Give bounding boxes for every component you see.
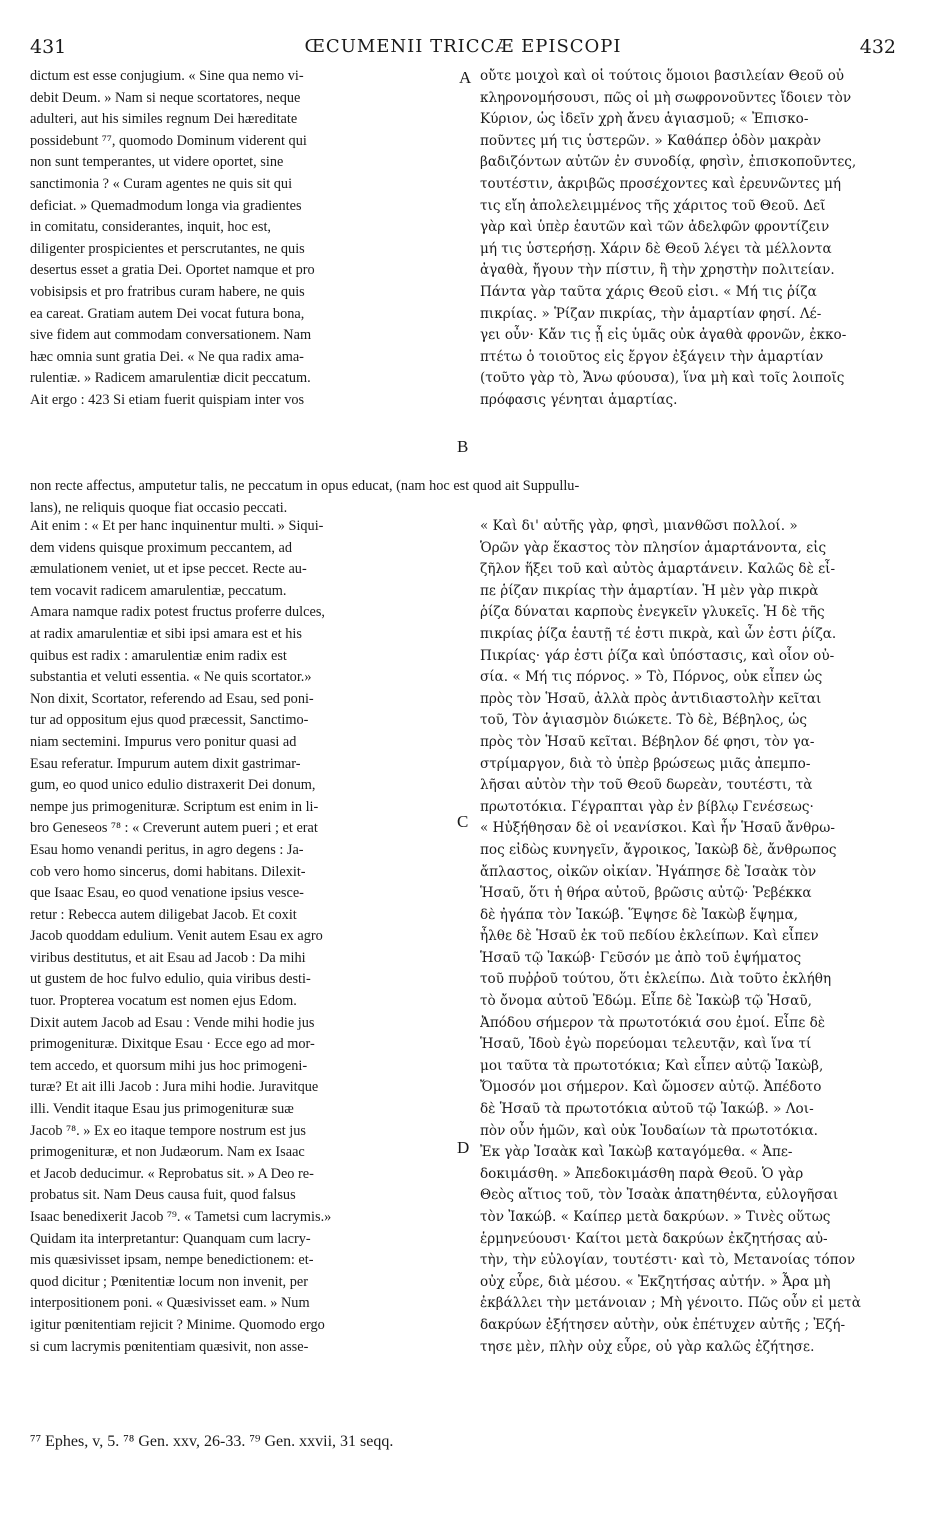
- text-line: Esau homo venandi peritus, in agro degens : Ja-: [30, 841, 304, 858]
- text-line: at radix amarulentiæ et sibi ipsi amara est et his: [30, 625, 302, 642]
- text-line: gum, eo quod unico edulio distraxerit Dei donum,: [30, 777, 316, 794]
- text-line: rulentiæ. » Radicem amarulentiæ dicit peccatum.: [30, 370, 311, 387]
- text-line: τοῦ πυῤῥοῦ τούτου, ὅτι ἐκλείπω. Διὰ τοῦτο ἐκλήθη: [480, 971, 832, 988]
- text-line: tem accedo, et quorsum mihi jus hoc primogeni-: [30, 1057, 308, 1074]
- text-line: substantia et veluti essentia. « Ne quis scortator.»: [30, 669, 312, 686]
- text-line: πρόφασις γένηται ἁμαρτίας.: [480, 391, 678, 408]
- text-line: « Καὶ δι' αὐτῆς γὰρ, φησὶ, μιανθῶσι πολλοί. »: [480, 518, 798, 534]
- text-line: vobisipsis et pro fratribus curam habere, ne quis: [30, 283, 305, 300]
- text-line: Ὄμοσόν μοι σήμερον. Καὶ ὤμοσεν αὐτῷ. Ἀπέδοτο: [480, 1079, 822, 1096]
- text-line: dem videns quisque proximum peccantem, ad: [30, 539, 293, 556]
- full-width-lines: [30, 476, 896, 519]
- running-title: ŒCUMENII TRICCÆ EPISCOPI: [304, 36, 622, 57]
- text-line: Jacob ⁷⁸. » Ex eo itaque tempore nostrum est jus: [30, 1122, 306, 1139]
- footnotes: ⁷⁷ Ephes, v, 5. ⁷⁸ Gen. xxv, 26-33. ⁷⁹ Gen. xxvii, 31 seqq.: [30, 1433, 394, 1450]
- text-line: τοῦ, Τὸν ἁγιασμὸν διώκετε. Τὸ δὲ, Βέβηλος, ὡς: [480, 712, 807, 729]
- text-line: πτέτω ὁ τοιοῦτος εἰς ἔργον ἐξάγειν τὴν ἁμαρτίαν: [480, 348, 824, 365]
- text-line: Ἐκ γὰρ Ἰσαὰκ καὶ Ἰακὼβ καταγόμεθα. « Ἀπε-: [480, 1144, 793, 1161]
- text-line: primogenituræ. Dixitque Esau · Ecce ego ad mor-: [30, 1036, 315, 1053]
- text-line: deficiat. » Quemadmodum longa via gradientes: [30, 197, 302, 214]
- text-line: πὸν οὖν ἡμῶν, καὶ οὐκ Ἰουδαίων τὰ πρωτοτόκια.: [480, 1122, 818, 1139]
- text-line: lans), ne reliquis quoque fiat occasio peccati.: [30, 499, 288, 516]
- text-line: τησε μὲν, πλὴν οὐχ εὗρε, οὐ γὰρ καλῶς ἐζήτησε.: [480, 1338, 815, 1355]
- text-line: δοκιμάσθη. » Ἀπεδοκιμάσθη παρὰ Θεοῦ. Ὁ γὰρ: [480, 1165, 804, 1182]
- text-line: Esau referatur. Impurum autem dixit gastrimar-: [30, 755, 301, 772]
- text-line: sanctimonia ? « Curam agentes ne quis sit qui: [30, 175, 293, 192]
- text-line: bro Geneseos ⁷⁸ : « Creverunt autem pueri ; et erat: [30, 820, 318, 837]
- text-line: viribus destitutus, et ait Esau ad Jacob : Da mihi: [30, 949, 306, 966]
- text-line: tuor. Propterea vocatum est nomen ejus Edom.: [30, 993, 297, 1010]
- text-line: πρὸς τὸν Ἡσαῦ, ἀλλὰ πρὸς ἀντιδιαστολὴν κεῖται: [480, 690, 822, 707]
- text-line: cob vero homo sincerus, domi habitans. Dilexit-: [30, 863, 306, 880]
- text-line: ea careat. Gratiam autem Dei vocat futura bona,: [30, 305, 305, 322]
- margin-marker-b: B: [457, 437, 469, 456]
- text-line: πικρίας ῥίζα ἑαυτῇ τέ ἐστι πικρὰ, καὶ ὧν ἐστι ῥίζα.: [480, 625, 837, 642]
- text-line: Jacob quoddam edulium. Venit autem Esau ex agro: [30, 928, 323, 945]
- text-line: ἄπλαστος, οἰκῶν οἰκίαν. Ἠγάπησε δὲ Ἰσαὰκ τὸν: [480, 863, 817, 880]
- text-line: illi. Vendit itaque Esau jus primogenituræ suæ: [30, 1101, 294, 1118]
- text-line: πρὸς τὸν Ἡσαῦ κεῖται. Βέβηλον δέ φησι, τὸν γα-: [480, 733, 815, 750]
- text-line: μοι ταῦτα τὰ πρωτοτόκια; Καὶ εἶπεν αὐτῷ Ἰακὼβ,: [480, 1057, 824, 1074]
- text-line: tem vocavit radicem amarulentiæ, peccatum.: [30, 582, 287, 599]
- text-line: Ait enim : « Et per hanc inquinentur multi. » Siqui-: [30, 518, 324, 534]
- text-line: σία. « Μή τις πόρνος. » Τὸ, Πόρνος, οὐκ εἶπεν ὡς: [480, 669, 823, 686]
- text-line: μή τις ὑστερήσῃ. Χάριν δὲ Θεοῦ λέγει τὰ μέλλοντα: [480, 240, 832, 257]
- text-line: niam sectemini. Impurus vero ponitur quasi ad: [30, 733, 297, 750]
- text-line: Non dixit, Scortator, referendo ad Esau, sed poni-: [30, 690, 314, 707]
- greek-column-bottom: [480, 516, 896, 1358]
- text-line: κληρονομήσουσι, πῶς οἱ μὴ σωφρονοῦντες ἴδοιεν τὸν: [480, 89, 852, 106]
- text-line: turæ? Et ait illi Jacob : Jura mihi hodie. Juravitque: [30, 1079, 319, 1096]
- text-line: tur ad oppositum ejus quod præcessit, Sanctimo-: [30, 712, 309, 729]
- text-line: Κύριον, ὡς ἰδεῖν χρὴ ἄνευ ἁγιασμοῦ; « Ἐπισκο-: [480, 111, 809, 128]
- text-line: ζῆλον ἥξει τοῦ καὶ αὐτὸς ἁμαρτάνειν. Καλῶς δὲ εἶ-: [480, 561, 836, 578]
- text-line: quibus est radix : amarulentiæ enim radix est: [30, 647, 287, 664]
- text-line: que Isaac Esau, eo quod venatione ipsius vesce-: [30, 885, 304, 902]
- text-line: τὸ ὄνομα αὐτοῦ Ἐδώμ. Εἶπε δὲ Ἰακὼβ τῷ Ἡσαῦ,: [480, 993, 812, 1010]
- text-line: ἐκβάλλει τὴν μετάνοιαν ; Μὴ γένοιτο. Πῶς οὖν εἰ μετὰ: [480, 1295, 861, 1312]
- text-line: ποῦντες μή τις ὑστερῶν. » Καθάπερ ὁδὸν μακρὰν: [480, 132, 822, 149]
- text-line: Quidam ita interpretantur: Quanquam cum lacry-: [30, 1230, 311, 1247]
- text-line: sive fidem aut commodam conversationem. Nam: [30, 327, 312, 344]
- page-number-right: 432: [859, 36, 896, 58]
- text-line: retur : Rebecca autem diligebat Jacob. Et coxit: [30, 906, 297, 923]
- text-line: δὲ ἠγάπα τὸν Ἰακώβ. Ἕψησε δὲ Ἰακὼβ ἕψημα,: [480, 906, 799, 923]
- text-line: nempe jus primogenituræ. Scriptum est enim in li-: [30, 798, 319, 815]
- text-line: hæc omnia sunt gratia Dei. « Ne qua radix ama-: [30, 348, 304, 365]
- text-line: πρωτοτόκια. Γέγραπται γὰρ ἐν βίβλῳ Γενέσεως·: [480, 798, 814, 815]
- text-line: si cum lacrymis pœnitentiam quæsivit, non asse-: [30, 1338, 309, 1355]
- text-line: Ἀπόδου σήμερον τὰ πρωτοτόκιά σου ἐμοί. Εἶπε δὲ: [480, 1014, 826, 1031]
- text-line: desertus esset a gratia Dei. Oportet namque et pro: [30, 262, 315, 279]
- text-line: in comitatu, considerantes, inquit, hoc est,: [30, 219, 272, 236]
- text-line: primogenituræ, et non Judæorum. Nam ex Isaac: [30, 1144, 305, 1161]
- text-line: Ὁρῶν γὰρ ἕκαστος τὸν πλησίον ἁμαρτάνοντα, εἰς: [480, 539, 827, 556]
- text-line: adulteri, aut his similes regnum Dei hæreditate: [30, 111, 298, 128]
- page-number-left: 431: [30, 36, 67, 58]
- text-line: Dixit autem Jacob ad Esau : Vende mihi hodie jus: [30, 1014, 315, 1031]
- text-line: οὐχ εὗρε, διὰ μέσου. « Ἐκζητήσας αὐτήν. » Ἆρα μὴ: [480, 1273, 831, 1290]
- text-line: δὲ Ἡσαῦ τὰ πρωτοτόκια αὐτοῦ τῷ Ἰακώβ. » Λοι-: [480, 1101, 814, 1118]
- text-line: diligenter prospicientes et perscrutantes, ne quis: [30, 240, 305, 257]
- text-line: et Jacob deducimur. « Reprobatus sit. » A Deo re-: [30, 1165, 314, 1182]
- text-line: interpositionem poni. « Quæsivisset eam. » Num: [30, 1295, 310, 1312]
- text-line: Θεὸς αἴτιος τοῦ, τὸν Ἰσαὰκ ἀπατηθέντα, εὐλογῆσαι: [480, 1187, 839, 1204]
- text-line: igitur pœnitentiam rejicit ? Minime. Quomodo ergo: [30, 1316, 325, 1333]
- running-header: [30, 36, 896, 66]
- text-line: non recte affectus, amputetur talis, ne peccatum in opus educat, (nam hoc est quod ait Suppullu-: [30, 478, 580, 494]
- text-line: « Ηὐξήθησαν δὲ οἱ νεανίσκοι. Καὶ ἦν Ἡσαῦ ἄνθρω-: [480, 820, 835, 837]
- text-line: ἀγαθὰ, ἤγουν τὴν πίστιν, ἢ τὴν χρηστὴν πολιτείαν.: [480, 262, 835, 279]
- latin-column-top: [30, 66, 450, 412]
- greek-column-top: [480, 66, 896, 412]
- text-line: ῥίζα δύναται καρποὺς ἐνεγκεῖν γλυκεῖς. Ἡ δὲ τῆς: [480, 604, 825, 621]
- text-line: τὸν Ἰακώβ. « Καίπερ μετὰ δακρύων. » Τινὲς οὕτως: [480, 1209, 831, 1225]
- text-line: debit Deum. » Nam si neque scortatores, neque: [30, 89, 301, 106]
- text-line: Πικρίας· γάρ ἐστι ῥίζα καὶ ὑπόστασις, καὶ οἷον οὐ-: [480, 647, 835, 664]
- text-line: ἦλθε δὲ Ἡσαῦ ἐκ τοῦ πεδίου ἐκλείπων. Καὶ εἶπεν: [480, 928, 819, 945]
- latin-column-bottom: [30, 516, 450, 1358]
- text-line: τουτέστιν, ἀκριβῶς προσέχοντες καὶ ἐρευνῶντες μή: [480, 175, 842, 192]
- text-line: βαδιζόντων αὐτῶν ἐν συνοδίᾳ, φησὶν, ἐπισκοποῦντες,: [480, 154, 857, 171]
- text-line: possidebunt ⁷⁷, quomodo Dominum viderent qui: [30, 132, 307, 149]
- margin-marker-a: A: [459, 68, 472, 87]
- text-line: probatus sit. Nam Deus causa fuit, quod falsus: [30, 1187, 296, 1204]
- text-line: mis quæsivisset ipsam, nempe benedictionem: et-: [30, 1252, 314, 1269]
- text-line: quod dicitur ; Pœnitentiæ locum non invenit, per: [30, 1273, 308, 1290]
- text-line: πος εἰδὼς κυνηγεῖν, ἄγροικος, Ἰακὼβ δὲ, ἄνθρωπος: [480, 841, 837, 858]
- text-line: Πάντα γὰρ ταῦτα χάρις Θεοῦ εἰσι. « Μή τις ῥίζα: [480, 283, 817, 300]
- text-line: æmulationem veniet, ut et ipse peccet. Recte au-: [30, 561, 307, 578]
- text-line: τὴν, τὴν εὐλογίαν, τουτέστι· καὶ τὸ, Μετανοίας τόπον: [480, 1252, 856, 1269]
- text-line: λῆσαι αὐτὸν τὴν τοῦ Θεοῦ δωρεὰν, τουτέστι, τὰ: [480, 777, 813, 794]
- text-line: Ἡσαῦ, ὅτι ἡ θήρα αὐτοῦ, βρῶσις αὐτῷ· Ῥεβέκκα: [480, 885, 812, 902]
- text-line: γει οὖν· Κἄν τις ᾖ εἰς ὑμᾶς οὐκ ἀγαθὰ φρονῶν, ἐκκο-: [480, 327, 847, 344]
- text-line: πε ῥίζαν πικρίας τὴν ἁμαρτίαν. Ἡ μὲν γὰρ πικρὰ: [480, 582, 819, 599]
- text-line: dictum est esse conjugium. « Sine qua nemo vi-: [30, 68, 304, 84]
- text-line: πικρίας. » Ῥίζαν πικρίας, τὴν ἁμαρτίαν φησί. Λέ-: [480, 305, 822, 322]
- text-line: Amara namque radix potest fructus proferre dulces,: [30, 604, 325, 621]
- margin-marker-d: D: [457, 1138, 470, 1157]
- text-line: Ἡσαῦ, Ἰδοὺ ἐγὼ πορεύομαι τελευτᾷν, καὶ ἵνα τί: [480, 1036, 812, 1053]
- text-line: δακρύων ἐξήτησεν αὐτὴν, οὐκ ἐπέτυχεν αὐτῆς ; Ἐζή-: [480, 1316, 846, 1333]
- margin-marker-c: C: [457, 812, 469, 831]
- text-line: (τοῦτο γὰρ τὸ, Ἄνω φύουσα), ἵνα μὴ καὶ τοῖς λοιποῖς: [480, 370, 845, 387]
- text-line: Ait ergo : 423 Si etiam fuerit quispiam inter vos: [30, 391, 305, 408]
- text-line: οὔτε μοιχοὶ καὶ οἱ τούτοις ὅμοιοι βασιλείαν Θεοῦ οὐ: [480, 68, 845, 84]
- text-line: Ἡσαῦ τῷ Ἰακώβ· Γεῦσόν με ἀπὸ τοῦ ἑψήματος: [480, 949, 802, 966]
- text-line: στρίμαργον, διὰ τὸ ὑπὲρ βρώσεως μιᾶς ἀπεμπο-: [480, 755, 811, 772]
- text-line: γὰρ καὶ ὑπὲρ ἑαυτῶν καὶ τῶν ἀδελφῶν φροντίζειν: [480, 219, 830, 236]
- text-line: ἑρμηνεύουσι· Καίτοι μετὰ δακρύων ἐκζητήσας αὐ-: [480, 1230, 828, 1247]
- text-line: non sunt temperantes, ut videre oportet, sine: [30, 154, 284, 171]
- text-line: ut gustem de hoc fulvo edulio, quia viribus desti-: [30, 971, 311, 988]
- text-line: Isaac benedixerit Jacob ⁷⁹. « Tametsi cum lacrymis.»: [30, 1209, 332, 1225]
- text-line: τις εἴη ἀπολελειμμένος τῆς χάριτος τοῦ Θεοῦ. Δεῖ: [480, 197, 826, 214]
